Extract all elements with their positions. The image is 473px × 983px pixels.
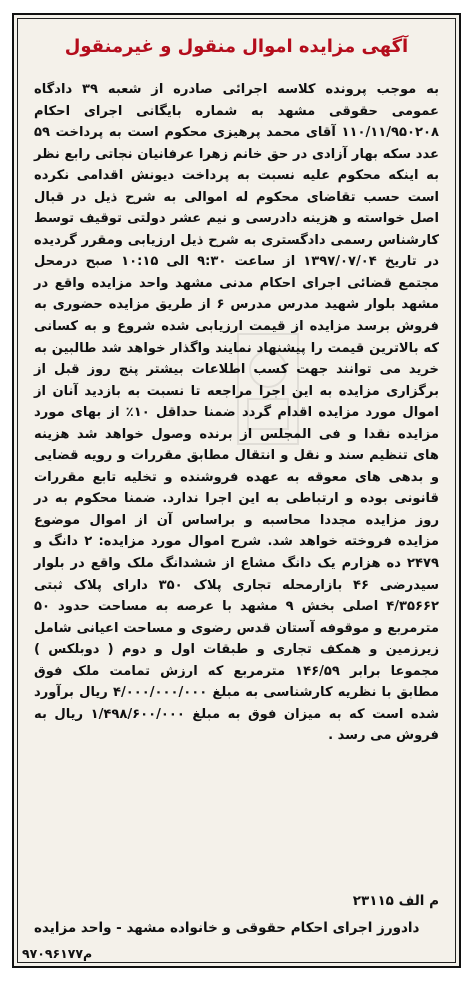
notice-signature: دادورز اجرای احکام حقوقی و خانواده مشهد - واحد مزایده [34, 920, 420, 936]
notice-reference: م الف ۲۳۱۱۵ [352, 893, 439, 909]
notice-inner-border [17, 18, 456, 963]
notice-frame [12, 13, 461, 968]
notice-title: آگهی مزایده اموال منقول و غیرمنقول [64, 36, 409, 57]
notice-body [34, 79, 439, 747]
notice-code: م۹۷۰۹۶۱۷۷ [22, 946, 93, 961]
notice-paragraph: به موجب پرونده کلاسه اجرائی صادره از شعبه ۳۹ دادگاه عمومی حقوقی مشهد به شماره بایگانی اجرای احکام ۱۱۰/۱۱/۹۵۰۲۰۸ آقای محمد پرهیزی محکوم است به پرداخت ۵۹ عدد سکه بهار آزادی در حق خانم زهرا عرفانیان نجاتی رابع نظر به اینکه محکوم علیه نسبت به پرداخت دیونش اقدامی نکرده است حسب تقاضای محکوم له اموالی به شرح ذیل در قبال اصل خواسته و هزینه دادرسی و نیم عشر دولتی توقیف توسط کارشناس رسمی دادگستری به شرح ذیل ارزیابی ومقرر گردیده در تاریخ ۱۳۹۷/۰۷/۰۴ از ساعت ۹:۳۰ الی ۱۰:۱۵ صبح درمحل مجتمع قضائی اجرای احکام مدنی مشهد واحد مزایده واقع در مشهد بلوار شهید مدرس مدرس ۶ از طریق مزایده حضوری به فروش برسد مزایده از قیمت ارزیابی شده شروع و به کسانی که بالاترین قیمت را پیشنهاد نمایند واگذار خواهد شد طالبین به خرید می توانند جهت کسب اطلاعات بیشتر پنج روز قبل از برگزاری مزایده به این اجرا مراجعه تا نسبت به بازدید آنان از اموال مورد مزایده اقدام گردد ضمنا حداقل ۱۰٪ از بهای مورد مزایده نقدا و فی المجلس از برنده وصول خواهد شد هزینه های تنظیم سند و نقل و انتقال مطابق مقررات و رویه قضایی و بدهی های معوقه به عهده فروشنده و تخلیه تابع مقررات قانونی بوده و ارتباطی به این اجرا ندارد. ضمنا محکوم به در روز مزایده مجددا محاسبه و براساس آن از اموال موضوع مزایده فروخته خواهد شد. شرح اموال مورد مزایده: ۲ دانگ و ۲۴۷۹ ده هزارم یک دانگ مشاع از ششدانگ ملک واقع در بلوار سیدرضی ۴۶ بازارمحله تجاری پلاک ۳۵۰ دارای پلاک ثبتی ۴/۳۵۶۶۲ اصلی بخش ۹ مشهد با عرصه به مساحت حدود ۵۰ مترمربع و موقوفه آستان قدس رضوی و مساحت اعیانی شامل زیرزمین و همکف تجاری و طبقات اول و دوم ( دوبلکس ) مجموعا برابر ۱۴۶/۵۹ مترمربع که ارزش تمامت ملک فوق مطابق با نظریه کارشناسی به مبلغ ۴/۰۰۰/۰۰۰/۰۰۰ ریال برآورد شده است که به میزان فوق به مبلغ ۱/۴۹۸/۶۰۰/۰۰۰ ریال به فروش می رسد . [34, 82, 439, 744]
